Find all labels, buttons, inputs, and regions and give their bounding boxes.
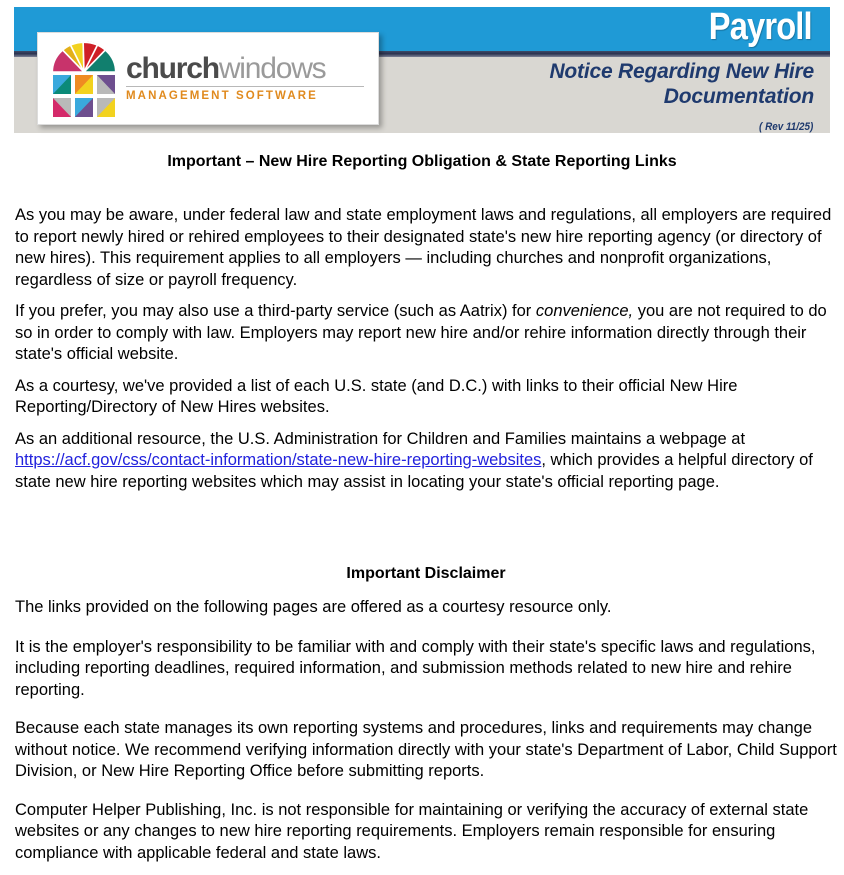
product-title: Payroll	[709, 6, 812, 48]
paragraph-acf-resource	[15, 429, 837, 494]
disclaimer-paragraph-publisher-liability: Computer Helper Publishing, Inc. is not responsible for maintaining or verifying the accuracy of external state websites or any changes to new hire reporting requirements. Employers remain responsible for ensuring compliance with applicable federal and state laws.	[15, 800, 809, 862]
logo-brand-light: windows	[218, 52, 326, 85]
paragraph-2-text-before: If you prefer, you may also use a third-party service (such as Aatrix) for	[15, 302, 536, 320]
page-title: Important – New Hire Reporting Obligation & State Reporting Links	[167, 153, 677, 170]
notice-title	[394, 59, 814, 109]
disclaimer-paragraph-courtesy-resource: The links provided on the following pages are offered as a courtesy resource only.	[15, 598, 612, 616]
paragraph-new-hire-obligation: As you may be aware, under federal law and state employment laws and regulations, all employers are required to report newly hired or rehired employees to their designated state's new hire reporting agency (or directory of new hires). This requirement applies to all employers — including churches and nonprofit organizations, regardless of size or payroll frequency.	[15, 206, 832, 289]
page-header-banner	[14, 7, 830, 133]
notice-title-line-1: Notice Regarding New Hire	[549, 60, 814, 83]
disclaimer-heading: Important Disclaimer	[346, 565, 506, 582]
churchwindows-logo	[37, 32, 379, 125]
disclaimer-paragraph-state-changes: Because each state manages its own reporting systems and procedures, links and requirements may change without notice. We recommend verifying information directly with your state's Department of Labor, Child Support Division, or New Hire Reporting Office before submitting reports.	[15, 719, 837, 780]
revision-label: ( Rev 11/25)	[758, 121, 813, 133]
logo-brand-bold: church	[126, 52, 219, 85]
paragraph-third-party-service	[15, 301, 837, 366]
logo-wordmark	[126, 53, 366, 102]
paragraph-2-text-after: you are not required to do so in order to comply with law. Employers may report new hire and/or rehire information directly through their state's official website.	[15, 302, 827, 363]
paragraph-2-emphasis: convenience,	[535, 302, 634, 320]
logo-content	[50, 39, 370, 121]
logo-tagline: MANAGEMENT SOFTWARE	[126, 90, 318, 102]
disclaimer-paragraph-employer-responsibility: It is the employer's responsibility to be familiar with and comply with their state's specific laws and regulations, including reporting deadlines, required information, and submission methods related to new hire and rehire reporting.	[15, 637, 816, 699]
notice-title-line-2: Documentation	[663, 85, 814, 108]
paragraph-4-text-before: As an additional resource, the U.S. Administration for Children and Families maintains a webpage at	[15, 429, 746, 448]
section-spacer	[15, 503, 837, 565]
logo-rule	[126, 86, 364, 87]
paragraph-4-text-after: , which provides a helpful directory of state new hire reporting websites which may assist in locating your state's official reporting page.	[15, 451, 813, 491]
document-body	[15, 205, 837, 864]
acf-state-new-hire-reporting-link[interactable]: https://acf.gov/css/contact-information/state-new-hire-reporting-websites	[15, 451, 542, 469]
logo-brand-line	[126, 53, 366, 85]
paragraph-state-list-courtesy: As a courtesy, we've provided a list of each U.S. state (and D.C.) with links to their official New Hire Reporting/Directory of New Hires websites.	[15, 376, 738, 416]
stained-glass-window-icon	[50, 41, 118, 119]
